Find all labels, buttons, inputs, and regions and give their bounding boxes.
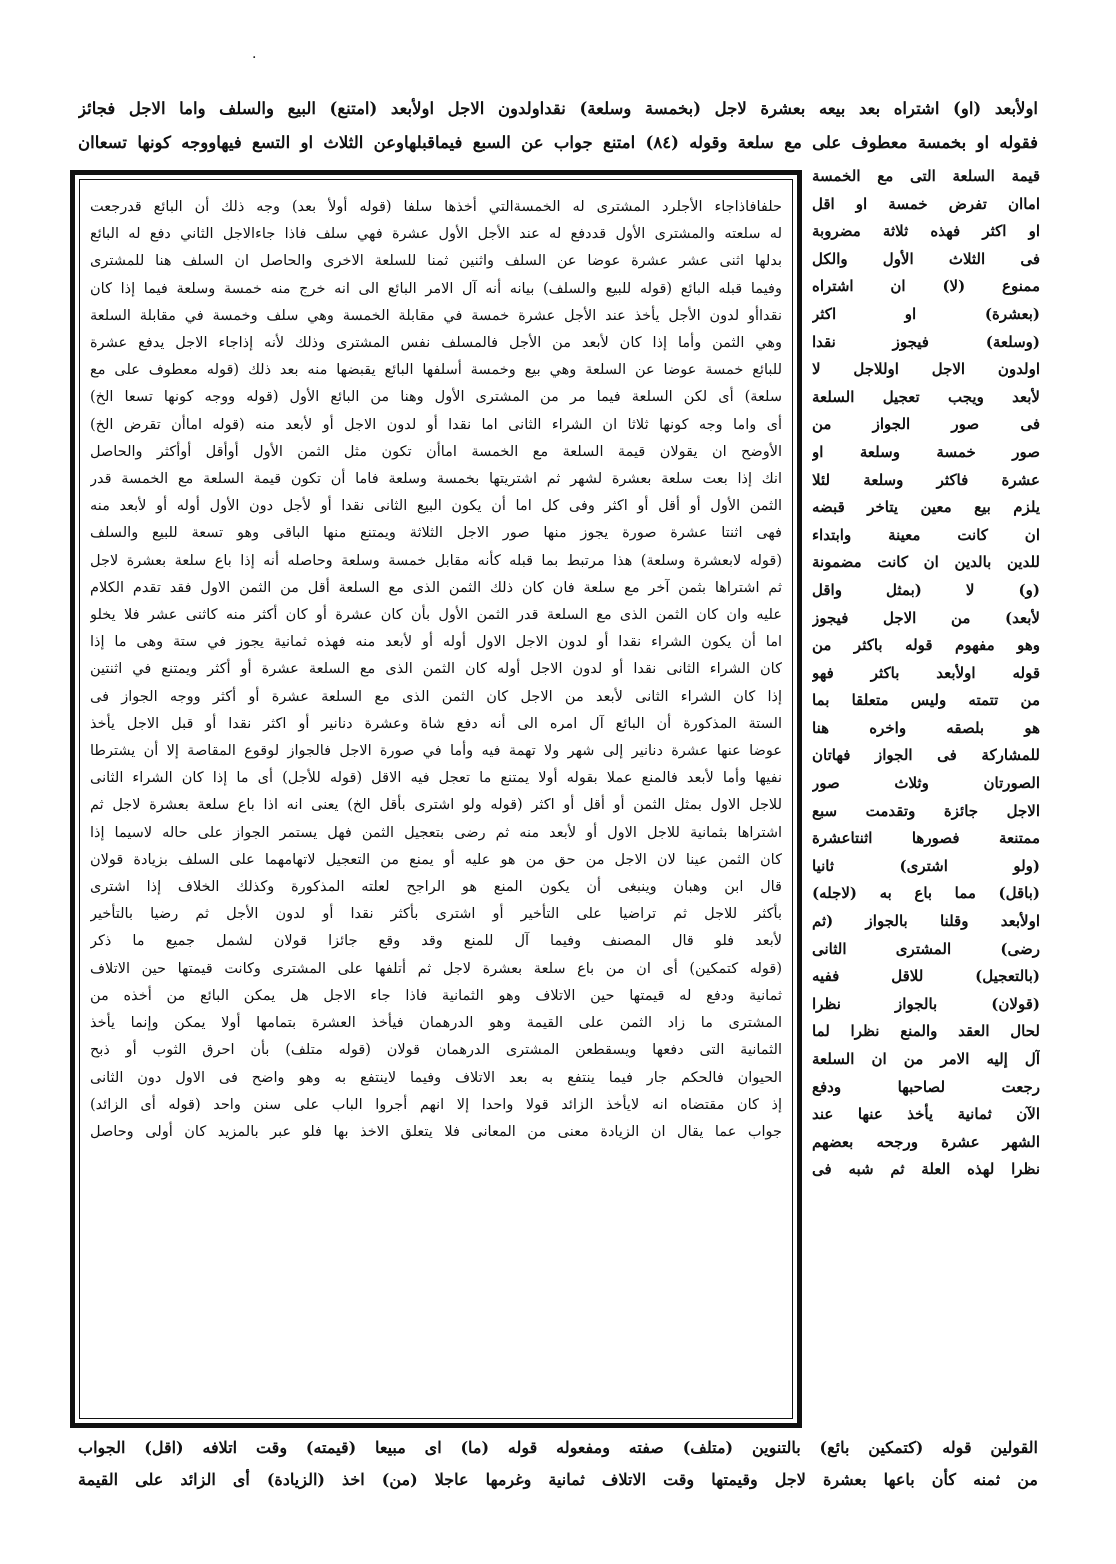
matn-line: القولين قوله (كتمكين بائع) بالتنوين (متلف) صفته ومفعوله قوله (ما) اى مبيعا (قيمته) وقت اتلافه (اقل) الجواب: [78, 1438, 1038, 1457]
matn-bottom: [78, 1432, 1038, 1496]
commentary-line: كان الشراء الثانى نقدا أو لدون الاجل أوله كان الثمن الذى مع السلعة عشرة أو أكثر ويمتنع في اثنتين: [90, 661, 782, 678]
margin-line: من تتمته وليس متعلقا بما: [812, 691, 1040, 710]
margin-line: ممتنعة فصورها اثنتاعشرة: [812, 829, 1040, 848]
margin-line: ان كانت معينة وابتداء: [812, 525, 1040, 544]
margin-line: صور خمسة وسلعة او: [812, 442, 1040, 461]
commentary-line: نقداأو لدون الأجل يأخذ عند الأجل عشرة خمسة في مقابلة الخمسة وهي سلف وخمسة في مقابلة السلعة: [90, 307, 782, 324]
commentary-line: قال ابن وهبان وينبغى أن يكون المنع هو الراجح لعلته المذكورة وكذلك الخلاف إذا اشترى: [90, 879, 782, 896]
margin-line: ممنوع (لا) ان اشتراه: [812, 277, 1040, 296]
commentary-line: ثمانية ودفع له قيمتها حين الاتلاف وهو الثمانية فاذا جاء الاجل هل يمكن البائع من أخذه من: [90, 987, 782, 1004]
commentary-line: كان الثمن عينا لان الاجل من حق من هو عليه أو يمنع من التعجيل لاتهامهما على السلف بزيادة قولان: [90, 851, 782, 868]
commentary-line: إذا كان الشراء الثانى لأبعد من الاجل كان الثمن الذى مع السلعة عشرة أو أكثر ووجه الجواز فى: [90, 688, 782, 705]
commentary-line: انك إذا بعت سلعة بعشرة لشهر ثم اشتريتها بخمسة وسلعة فاما أن تكون قيمة السلعة مع الخمسة قدر: [90, 471, 782, 488]
matn-line: من ثمنه كأن باعها بعشرة لاجل وقيمتها وقت الاتلاف ثمانية وغرمها عاجلا (من) اخذ (الزيادة) أى الزائد على القيمة: [78, 1470, 1038, 1489]
margin-line: اماان تفرض خمسة او اقل: [812, 194, 1040, 213]
margin-line: (بالتعجيل) للاقل ففيه: [812, 967, 1040, 986]
commentary-line: إذ كان مقتضاه انه لايأخذ الزائد قولا واحدا إلا انهم أجروا الباب على سنن واحد (قوله أى الزائد): [90, 1096, 782, 1113]
commentary-frame: [70, 170, 802, 1428]
margin-line: عشرة فاكثر وسلعة لئلا: [812, 470, 1040, 489]
commentary-line: بأكثر للاجل ثم تراضيا على التأخير أو اشترى بأكثر نقدا أو لدون الأجل ثم رضيا بالتأخير: [90, 906, 782, 923]
matn-line: فقوله او بخمسة معطوف على مع سلعة وقوله (٨٤) امتنع جواب عن السبع فيماقبلهاوعن الثلاث او التسع فيهاووجه كونها تسعاان: [78, 133, 1038, 152]
margin-line: الشهر عشرة ورجحه بعضهم: [812, 1132, 1040, 1151]
commentary-line: الثمانية التى دفعها ويسقطعن المشترى الدرهمان قولان (قوله متلف) بأن احرق الثوب أو ذبح: [90, 1042, 782, 1059]
sharh-margin: [812, 163, 1040, 1184]
matn-top: [78, 92, 1038, 160]
margin-line: (و) لا (بمثل واقل: [812, 580, 1040, 599]
commentary-line: نفيها وأما لأبعد فالمنع عملا بقوله أولا يمتنع ما تعجل فيه الاقل (قوله للأجل) أى ما إذا كان الشراء الثانى: [90, 770, 782, 787]
margin-line: فى الثلاث الأول والكل: [812, 249, 1040, 268]
commentary-line: اما أن يكون الشراء نقدا أو لدون الاجل الاول أوله أو لأبعد منه فهذه ثمانية يجوز في ستة وهى ما إذا: [90, 634, 782, 651]
commentary-line: (قوله لابعشرة وسلعة) هذا مرتبط بما قبله كأنه مقابل خمسة وسلعة وحاصله أنه إذا باع سلعة بعشرة لاجل: [90, 552, 782, 569]
margin-line: الآن ثمانية يأخذ عنها عند: [812, 1105, 1040, 1124]
page-mark: ·: [252, 50, 257, 66]
margin-line: رضى) المشترى الثانى: [812, 939, 1040, 958]
commentary-line: فهى اثنتا عشرة صورة يجوز منها صور الاجل الثلاثة ويمتنع منها الباقى وهو تسعة للبيع والسلف: [90, 525, 782, 542]
commentary-line: جواب عما يقال ان الزيادة معنى من المعانى فلا يتعلق الاخذ بها فلو عبر بالمزيد كان أولى وحاصل: [90, 1123, 782, 1140]
commentary-line: حلفافاذاجاء الأجلرد المشترى له الخمسةالتي أخذها سلفا (قوله أولأ بعد) وجه ذلك أن البائع قدرجعت: [90, 199, 782, 215]
commentary-text: [79, 179, 793, 1419]
margin-line: (بعشرة) او اكثر: [812, 304, 1040, 323]
margin-line: لحال العقد والمنع نظرا لما: [812, 1022, 1040, 1041]
commentary-line: الثمن الأول أو أقل أو اكثر وفى كل اما أن يكون البيع الثانى نقدا أو لأجل دون الأول أوله أو لأبعد منه: [90, 498, 782, 515]
commentary-line: عوضا عنها عشرة دنانير إلى شهر ولا تهمة فيه وأما في صورة الاجل فالجواز لوقوع المقاصة إلا أن يشترطا: [90, 743, 782, 760]
margin-line: نظرا لهذه العلة ثم شبه فى: [812, 1160, 1040, 1179]
margin-line: يلزم بيع معين يتاخر قبضه: [812, 498, 1040, 517]
margin-line: قيمة السلعة التى مع الخمسة: [812, 167, 1040, 185]
margin-line: اولأبعد وقلنا بالجواز (ثم: [812, 912, 1040, 931]
margin-line: قوله اولأبعد باكثر فهو: [812, 663, 1040, 682]
commentary-line: عليه وان كان الثمن الذى مع السلعة قدر الثمن الأول بأن كان عشرة أو كان أكثر منه كاثنى عشر فلا يخلو: [90, 607, 782, 624]
commentary-line: (قوله كتمكين) أى ان من باع سلعة بعشرة لاجل ثم أتلفها على المشترى وكانت قيمتها حين الاتلاف: [90, 960, 782, 977]
margin-line: اولدون الاجل اوللاجل لا: [812, 360, 1040, 379]
commentary-line: وفيما قبله البائع (قوله للبيع والسلف) بيانه أنه آل الامر البائع الى انه خرج منه خمسة وسلعة فيما إذا كان: [90, 280, 782, 297]
commentary-line: الأوضح ان يقولان قيمة السلعة مع الخمسة اماأن تكون مثل الثمن الأول أوأقل أوأكثر والحاصل: [90, 443, 782, 460]
margin-line: لأبعد ويجب تعجيل السلعة: [812, 387, 1040, 406]
commentary-line: الحيوان فالحكم جار فيما ينتفع به بعد الاتلاف وفيما لاينتفع به وهو واضح فى الاول دون الثانى: [90, 1069, 782, 1086]
margin-line: (ولو اشترى) ثانيا: [812, 856, 1040, 875]
commentary-line: المشترى ما زاد الثمن على القيمة وهو الدرهمان فيأخذ العشرة بتمامها أولا يمكن وإنما يأخذ: [90, 1015, 782, 1032]
commentary-line: اشتراها بثمانية للاجل الاول أو لأبعد منه ثم رضى بتعجيل الثمن فهل يستمر الجواز على حاله لاسيما إذا: [90, 824, 782, 841]
margin-line: هو بلصقه واخره هنا: [812, 718, 1040, 737]
commentary-line: أى واما وجه كونها ثلاثا ان الشراء الثانى اما نقدا أو لدون الاجل أو لأبعد منه (قوله اماأن تقرض الخ): [90, 416, 782, 433]
commentary-line: للبائع خمسة عوضا عن السلعة وهي بيع وخمسة أسلفها البائع يقبضها منه بعد ذلك (قوله معطوف على مع: [90, 362, 782, 379]
margin-line: (وسلعة) فيجوز نقدا: [812, 332, 1040, 351]
commentary-line: لأبعد فلو قال المصنف وفيما آل للمنع وقد وقع جائزا قولان لشمل جميع ما ذكر: [90, 933, 782, 950]
margin-line: للمشاركة فى الجواز فهاتان: [812, 746, 1040, 765]
margin-line: رجعت لصاحبها ودفع: [812, 1077, 1040, 1096]
commentary-line: الستة المذكورة أن البائع آل امره الى أنه دفع شاة وعشرة دنانير أو اكثر نقدا أو قبل الاجل يأخذ: [90, 715, 782, 732]
margin-line: الصورتان وثلاث صور: [812, 774, 1040, 793]
commentary-line: له سلعته والمشترى الأول قددفع له عند الأجل الأول عشرة فهي سلف فاذا جاءالاجل الثاني دفع له البائع: [90, 226, 782, 243]
margin-line: وهو مفهوم قوله باكثر من: [812, 636, 1040, 655]
commentary-line: ثم اشتراها بثمن آخر مع سلعة فان كان ذلك الثمن الذى مع السلعة أقل من الثمن الاول فقد تقدم الكلام: [90, 579, 782, 596]
matn-line: اولأبعد (او) اشتراه بعد بيعه بعشرة لاجل (بخمسة وسلعة) نقداولدون الاجل اولأبعد (امتنع) البيع والسلف واما الاجل فجائز: [78, 99, 1038, 118]
margin-line: آل إليه الامر من ان السلعة: [812, 1050, 1040, 1068]
margin-line: للدين بالدين ان كانت مضمونة: [812, 553, 1040, 572]
margin-line: فى صور الجواز من: [812, 415, 1040, 434]
margin-line: (باقل) مما باع به (لاجله): [812, 884, 1040, 903]
commentary-line: بدلها اثنى عشر عشرة عوضا عن السلف واثنين ثمنا للسلعة الاخرى والحاصل ان السلف هنا للمشترى: [90, 253, 782, 270]
commentary-line: وهي الثمن وأما إذا كان لأبعد من الأجل فالمسلف نفس المشترى وذلك لأنه إذاجاء الاجل يدفع عشرة: [90, 335, 782, 352]
commentary-line: للاجل الاول بمثل الثمن أو أقل أو اكثر (قوله ولو اشترى بأقل الخ) يعنى انه اذا باع سلعة بعشرة لاجل ثم: [90, 797, 782, 814]
margin-line: لأبعد) من الاجل فيجوز: [812, 608, 1040, 627]
margin-line: الاجل جائزة وتقدمت سبع: [812, 801, 1040, 820]
margin-line: او اكثر فهذه ثلاثة مضروبة: [812, 222, 1040, 241]
commentary-line: سلعة) أى لكن السلعة فيما مر من المشترى الأول وهنا من البائع الأول (قوله ووجه كونها تسعا الخ): [90, 389, 782, 406]
margin-line: (قولان) بالجواز نظرا: [812, 994, 1040, 1013]
